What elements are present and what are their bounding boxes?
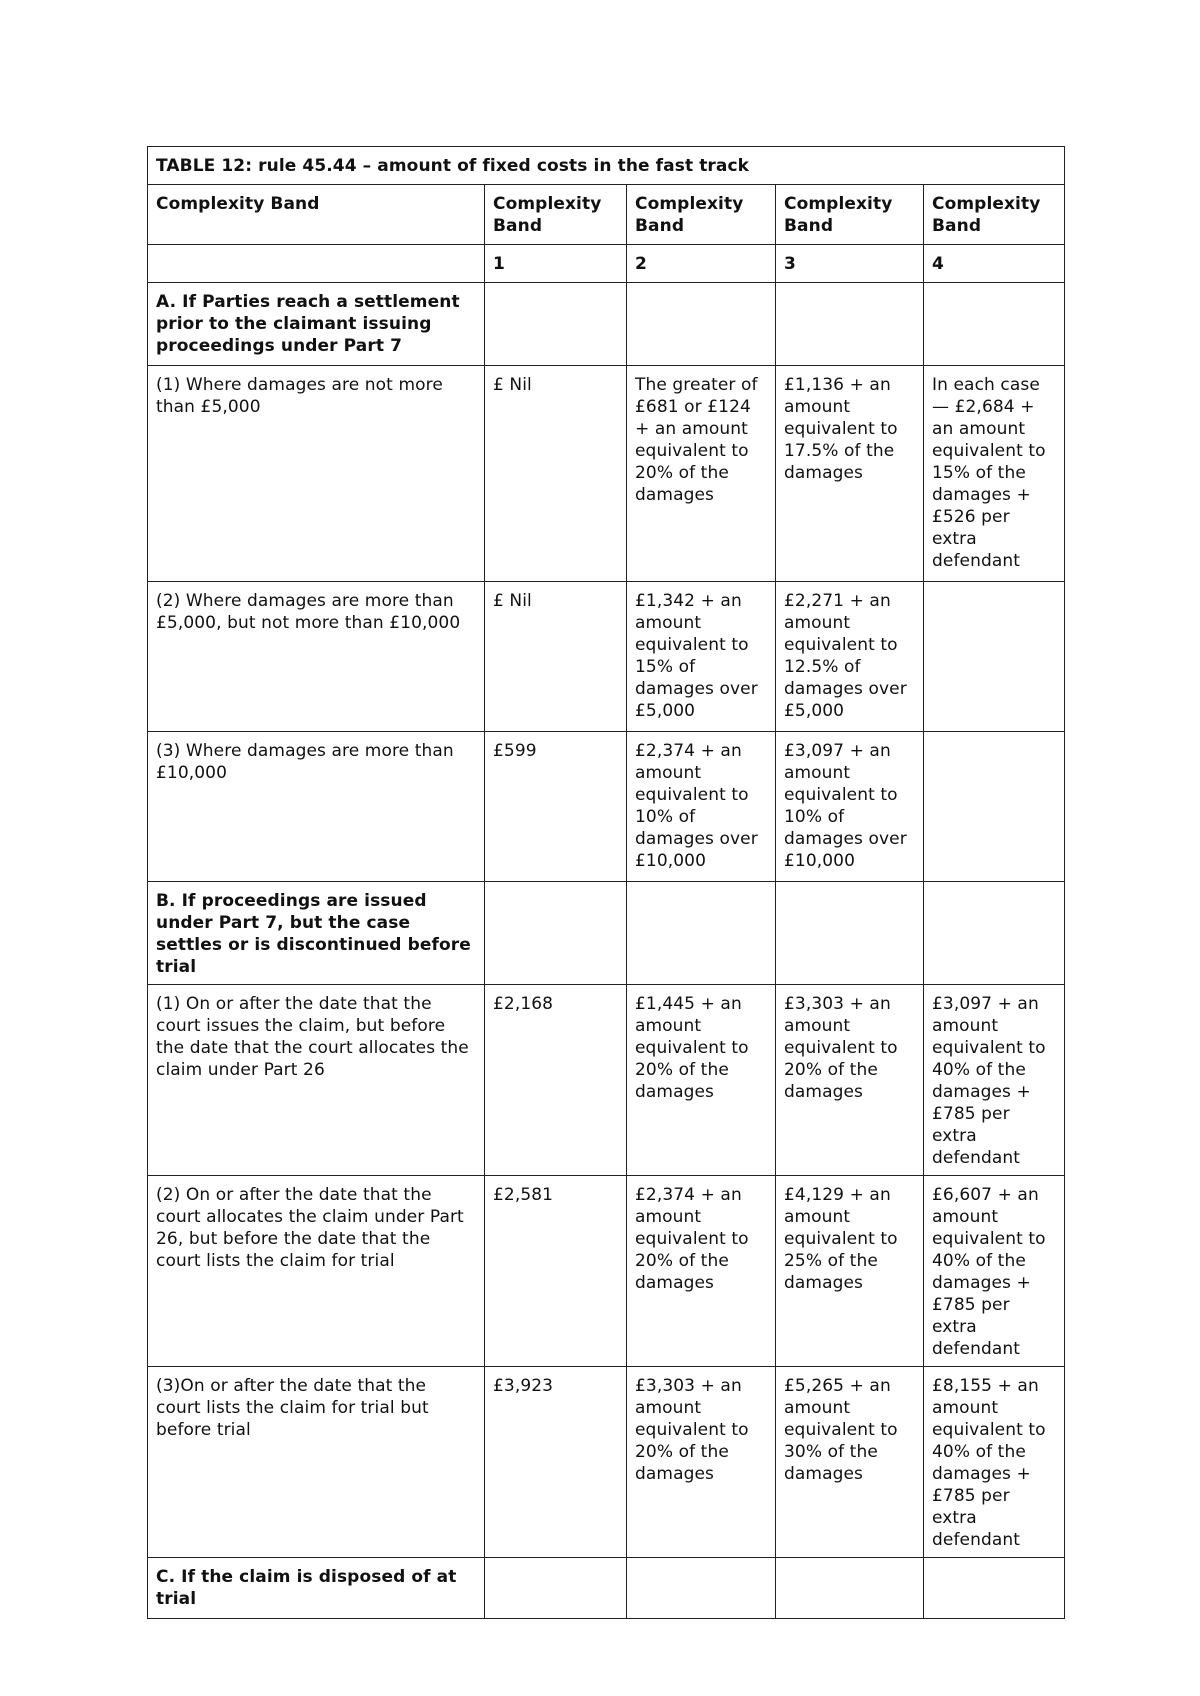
section-heading: A. If Parties reach a settlement prior to the claimant issuing proceedings under Part 7 xyxy=(148,283,485,366)
header-row xyxy=(148,185,1065,245)
cell-band-1: £ Nil xyxy=(485,582,627,732)
section-heading: B. If proceedings are issued under Part 7, but the case settles or is discontinued before trial xyxy=(148,882,485,985)
row-label: (2) On or after the date that the court allocates the claim under Part 26, but before the date that the court lists the claim for trial xyxy=(148,1176,485,1367)
band-number-row xyxy=(148,245,1065,283)
cell-band-3: £2,271 + an amount equivalent to 12.5% of damages over £5,000 xyxy=(776,582,924,732)
band-number-4: 4 xyxy=(924,245,1065,283)
section-c-heading-row xyxy=(148,1558,1065,1619)
cell-band-1: £2,581 xyxy=(485,1176,627,1367)
band-number-3: 3 xyxy=(776,245,924,283)
table-row xyxy=(148,1367,1065,1558)
band-number-empty xyxy=(148,245,485,283)
header-band-2: Complexity Band xyxy=(627,185,776,245)
table-row xyxy=(148,582,1065,732)
cell-band-1: £2,168 xyxy=(485,985,627,1176)
cell-band-4: £3,097 + an amount equivalent to 40% of the damages + £785 per extra defendant xyxy=(924,985,1065,1176)
row-label: (1) On or after the date that the court issues the claim, but before the date that the court allocates the claim under Part 26 xyxy=(148,985,485,1176)
header-band-3: Complexity Band xyxy=(776,185,924,245)
header-label: Complexity Band xyxy=(148,185,485,245)
cell-band-4: £8,155 + an amount equivalent to 40% of the damages + £785 per extra defendant xyxy=(924,1367,1065,1558)
row-label: (2) Where damages are more than £5,000, but not more than £10,000 xyxy=(148,582,485,732)
cell-band-3: £4,129 + an amount equivalent to 25% of the damages xyxy=(776,1176,924,1367)
table-row xyxy=(148,366,1065,582)
cell-band-3: £3,303 + an amount equivalent to 20% of the damages xyxy=(776,985,924,1176)
band-number-2: 2 xyxy=(627,245,776,283)
cell-band-2: £3,303 + an amount equivalent to 20% of the damages xyxy=(627,1367,776,1558)
fixed-costs-table xyxy=(147,146,1065,1619)
cell-band-2: £1,342 + an amount equivalent to 15% of damages over £5,000 xyxy=(627,582,776,732)
cell-band-3: £1,136 + an amount equivalent to 17.5% of the damages xyxy=(776,366,924,582)
row-label: (3)On or after the date that the court lists the claim for trial but before trial xyxy=(148,1367,485,1558)
cell-band-4 xyxy=(924,582,1065,732)
header-band-1: Complexity Band xyxy=(485,185,627,245)
table-title: TABLE 12: rule 45.44 – amount of fixed costs in the fast track xyxy=(148,147,1065,185)
cell-band-2: £1,445 + an amount equivalent to 20% of the damages xyxy=(627,985,776,1176)
title-row xyxy=(148,147,1065,185)
cell-band-4: £6,607 + an amount equivalent to 40% of the damages + £785 per extra defendant xyxy=(924,1176,1065,1367)
section-heading: C. If the claim is disposed of at trial xyxy=(148,1558,485,1619)
cell-band-1: £ Nil xyxy=(485,366,627,582)
cell-band-3: £5,265 + an amount equivalent to 30% of the damages xyxy=(776,1367,924,1558)
band-number-1: 1 xyxy=(485,245,627,283)
cell-band-1: £599 xyxy=(485,732,627,882)
cell-band-4: In each case — £2,684 + an amount equivalent to 15% of the damages + £526 per extra defendant xyxy=(924,366,1065,582)
header-band-4: Complexity Band xyxy=(924,185,1065,245)
section-a-heading-row xyxy=(148,283,1065,366)
section-b-heading-row xyxy=(148,882,1065,985)
cell-band-3: £3,097 + an amount equivalent to 10% of damages over £10,000 xyxy=(776,732,924,882)
row-label: (1) Where damages are not more than £5,000 xyxy=(148,366,485,582)
table-row xyxy=(148,985,1065,1176)
row-label: (3) Where damages are more than £10,000 xyxy=(148,732,485,882)
cell-band-2: The greater of £681 or £124 + an amount equivalent to 20% of the damages xyxy=(627,366,776,582)
cell-band-1: £3,923 xyxy=(485,1367,627,1558)
table-row xyxy=(148,1176,1065,1367)
table-row xyxy=(148,732,1065,882)
cell-band-4 xyxy=(924,732,1065,882)
cell-band-2: £2,374 + an amount equivalent to 20% of the damages xyxy=(627,1176,776,1367)
cell-band-2: £2,374 + an amount equivalent to 10% of damages over £10,000 xyxy=(627,732,776,882)
